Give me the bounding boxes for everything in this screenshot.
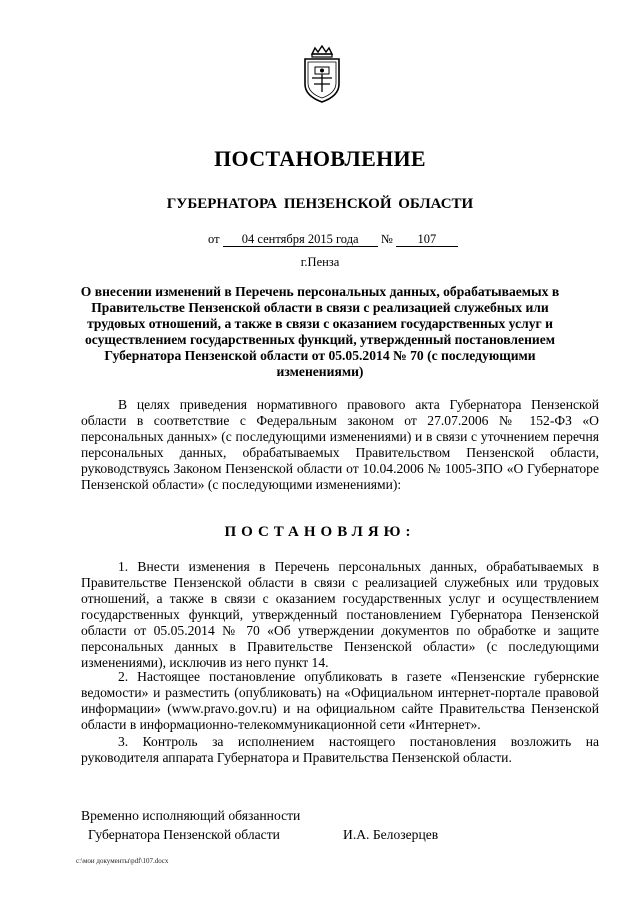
document-issuer: ГУБЕРНАТОРА ПЕНЗЕНСКОЙ ОБЛАСТИ: [166, 196, 474, 212]
decree-item-3: 3. Контроль за исполнением настоящего постановления возложить на руководителя аппарата Губернатора и Правительства Пензенской области.: [81, 734, 599, 765]
document-date: 04 сентября 2015 года: [223, 232, 378, 247]
document-heading: О внесении изменений в Перечень персональных данных, обрабатываемых в Правительстве Пензенской области в связи с реализацией служебных или трудовых отношений, а также в связи с оказанием государственных услуг и осуществлением государственных функций, утвержденный постановлением Губернатора Пензенской области от 05.05.2014 № 70 (с последующими изменениями): [80, 284, 560, 379]
decree-item-2: 2. Настоящее постановление опубликовать в газете «Пензенские губернские ведомости» и разместить (опубликовать) на «Официальном интернет-портале правовой информации» (www.pravo.gov.ru) и на официальном сайте Правительства Пензенской области в информационно-телекоммуникационной сети «Интернет».: [81, 669, 599, 732]
coat-of-arms-emblem-icon: [298, 44, 346, 104]
document-title: ПОСТАНОВЛЕНИЕ: [214, 146, 426, 171]
decree-item-1: 1. Внести изменения в Перечень персональных данных, обрабатываемых в Правительстве Пензенской области в связи с реализацией служебных или трудовых отношений, а также в связи с оказанием государственных услуг и осуществлением государственных функций, утвержденный постановлением Губернатора Пензенской области от 05.05.2014 № 70 «Об утверждении документов по обработке и защите персональных данных в Правительстве Пензенской области» (с последующими изменениями), исключив из него пункт 14.: [81, 559, 599, 670]
number-prefix: №: [380, 232, 393, 246]
intro-paragraph: В целях приведения нормативного правового акта Губернатора Пензенской области в соответствие с Федеральным законом от 27.07.2006 № 152-ФЗ «О персональных данных» (с последующими изменениями) и в связи с уточнением перечня персональных данных, обрабатываемых Правительством Пензенской области, руководствуясь Законом Пензенской области от 10.04.2006 № 1005-ЗПО «О Губернаторе Пензенской области» (с последующими изменениями):: [81, 397, 599, 492]
date-number-line: [208, 232, 458, 247]
decree-word: ПОСТАНОВЛЯЮ:: [224, 524, 416, 540]
signature-name: И.А. Белозерцев: [343, 827, 439, 842]
file-path-footer: c:\мои документы\pdf\107.docx: [76, 857, 169, 865]
document-city: г.Пенза: [300, 255, 340, 269]
date-prefix: от: [208, 232, 220, 246]
signature-position-line1: Временно исполняющий обязанности: [81, 808, 301, 823]
signature-position-line2: Губернатора Пензенской области: [88, 827, 280, 842]
document-number: 107: [396, 232, 458, 247]
